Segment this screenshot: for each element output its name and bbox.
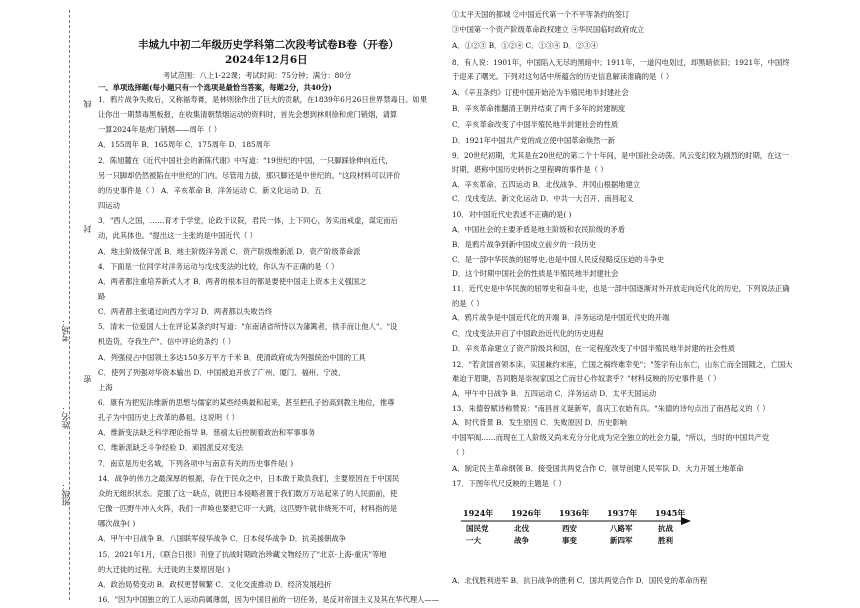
question-line: A．政治局势变动 B．政权更替频繁 C．文化交流推动 D．经济发展趋折 <box>98 579 332 589</box>
exam-title: 丰城九中初二年级历史学科第二次段考试卷B卷（开卷） <box>138 39 399 51</box>
question-line: 16．"因为中国独立的工人运动尚属薄弱，因为中国目前的一切任务，是反对帝国主义及其在华代理人—— <box>98 594 439 604</box>
question-line: B．辛亥革命推翻清王朝并结束了两千多年的封建制度 <box>452 104 626 113</box>
question-line: 动，此其体也。"提出这一主张的是中国近代（ ） <box>98 231 257 241</box>
question-line: 难迫于眉睫，吾同胞是崇视家国之亡而甘心作奴隶乎？"材料反映的历史事件是（ ） <box>452 374 721 383</box>
question-line: 14．战争的伟力之最深厚的根源，存在于民众之中，日本敢于欺负我们，主要原因在于中国民 <box>98 473 400 483</box>
question-line: 5．清末一位爱国人士在评论某条约时写道："东南诸省所恃以为藩篱者，拱手而让他人"。"设 <box>98 322 398 332</box>
question-line: A．列强侵占中国领土多达150多万平方千米 B．使清政府成为列强统治中国的工具 <box>98 352 366 362</box>
question-line: 孔子为中国历史上改革的鼻祖。这说明（ ） <box>98 413 239 423</box>
question-line: 的是（ ） <box>452 299 484 308</box>
binding-dashed-line <box>69 10 70 600</box>
question-line: （ ） <box>452 448 469 457</box>
question-line: A．鸦片战争是中国近代化的开端 B．洋务运动是中国近代史的开端 <box>452 313 670 322</box>
question-line: 1．鸦片战争失败后，又称福寿膏，是林则徐作出了巨大的贡献，在1839年6月26日世界禁毒日。如果 <box>98 95 428 104</box>
question-line: A．①②③ B．①②④ C．①③④ D．②③④ <box>452 41 598 50</box>
timeline-event: 国民党 <box>466 524 489 533</box>
timeline-event: 北伐 <box>514 524 529 533</box>
class-label: 班级： <box>61 482 70 506</box>
question-line: A．制定民主革命纲领 B．接受国共两党合作 C．领导创建人民军队 D．大力开展土地革命 <box>452 464 744 473</box>
question-line: C．两者都主张通过向西方学习 D．两者都以失败告终 <box>98 307 273 317</box>
question-line: 8．有人说：1901年，中国陷入无尽的黑暗中；1911年，一道闪电划过，却黑暗依旧；1921年，中国终 <box>452 58 790 67</box>
question-line: 15．2021年1月，《联合日报》刊登了抗战时期政治珍藏文物经历了"北京-上海-重庆"等地 <box>98 549 387 559</box>
question-line: ①太平天国的都城 ②中国近代第一个不平等条约的签订 <box>452 10 630 19</box>
timeline-event: 八路军 <box>610 524 633 533</box>
question-line: 的大迁徙的过程。大迁徙的主要原因是( ) <box>98 564 231 574</box>
question-line: C．维新派缺乏斗争经验 D．顽固派反对变法 <box>98 443 244 453</box>
question-line: C．戊戌变法开启了中国政治近代化的历史进程 <box>452 329 604 338</box>
timeline-year: 1924年 <box>463 508 494 518</box>
question-line: B．是鸦片战争到新中国成立前夕的一段历史 <box>452 240 597 249</box>
timeline-figure <box>459 508 694 554</box>
exam-date: 2024年12月6日 <box>225 54 308 66</box>
question-line: C．使列了列强对华资本输出 D．中国被迫开放了广州、厦门、福州、宁波、 <box>98 367 346 377</box>
question-line: 17．下图年代尺反映的主题是（ ） <box>452 479 566 488</box>
timeline-event: 胜利 <box>658 536 673 545</box>
question-line: 上海 <box>98 382 113 392</box>
question-line: 四运动 <box>98 201 120 211</box>
question-line: 10．对中国近代史表述不正确的是( ) <box>452 210 572 219</box>
question-line: 让你出一期禁毒黑板报，在收集清朝禁烟运动的资料时，首先会想到林则徐和虎门销烟，请算 <box>98 110 398 120</box>
question-line: 机造货，夺我生产"。信中评论的条约（ ） <box>98 337 236 347</box>
binding-mark-line: 线 <box>83 100 92 108</box>
exam-info: 考试范围：八上1-22课；考试时间：75分钟；满分：80分 <box>163 71 352 80</box>
question-line: 时期，堪称中国历史转折之里程碑的事件是（ ） <box>452 165 608 174</box>
question-line: A．地主阶级保守派 B．地主阶级洋务派 C．资产阶级维新派 D．资产阶级革命派 <box>98 246 361 256</box>
question-line: 中国军阀……而现在工人阶级又尚未充分分化成为完全独立的社会力量，"所以，当时的中国共产党 <box>452 433 770 442</box>
binding-mark-seal: 封 <box>83 225 92 233</box>
timeline-event: 战争 <box>514 536 529 545</box>
question-line: A．维新变法缺乏科学理论指导 B．慈禧太后控制着政治和军事事务 <box>98 428 316 438</box>
timeline-year: 1936年 <box>559 508 590 518</box>
timeline-event: 抗战 <box>658 524 673 533</box>
question-line: A．中国社会的主要矛盾是地主阶级和农民阶级的矛盾 <box>452 225 626 234</box>
question-line: 它像一匹野牛冲入火阵，我们一声唤也要把它吓一大跳，这匹野牛就非烧死不可，材料指的是 <box>98 504 398 514</box>
question-line: 众的无组织状态。克服了这一缺点，就把日本侵略者置于我们数万万站起来了的人民面前，使 <box>98 488 398 498</box>
question-line: 路 <box>98 291 106 301</box>
question-line: 2．陈旭麓在《近代中国社会的新陈代谢》中写道："19世纪的中国，一只脚踩徐伸向近代， <box>98 155 393 165</box>
question-line: 13．朱德曾赋诗称赞说："南昌首义诞新军，喜庆工农始有兵。"朱德的诗句点出了南昌起义的（ ） <box>452 404 770 413</box>
question-line: 一算2024年是虎门销烟——周年（ ） <box>98 125 222 135</box>
question-line: C．是一部中华民族的屈辱史,也是中国人民反侵略反压迫的斗争史 <box>452 255 665 264</box>
question-line: C．戊戌变法、新文化运动 D．中共一大召开、南昌起义 <box>452 194 634 203</box>
question-line: 7．南京是历史名城，下列各项中与南京有关的历史事件是( ) <box>98 458 294 468</box>
question-line: D．这个时期中国社会的性质是半殖民地半封建社会 <box>452 269 619 278</box>
name-label: 姓名： <box>61 405 70 429</box>
question-line: C．辛亥革命改变了中国半殖民地半封建社会的性质 <box>452 120 619 129</box>
question-line: 3．"西人之国，……育才于学堂，论政于议院，君民一体，上下同心，务实而戒虚，谋定而后 <box>98 216 398 226</box>
question-line: 9．20世纪初期，尤其是在20世纪的第二个十年间，是中国社会动荡、风云变幻较为剧烈的时期，在这一 <box>452 151 789 160</box>
question-line: D．1921年中国共产党的成立使中国革命焕然一新 <box>452 136 616 145</box>
question-line: 12．"若贪国首领本床，实国兼约末座，亡国之祸终难幸免"；"签字有山东亡，山东亡而全国随之，亡国大 <box>452 360 793 369</box>
question-line: A．《辛丑条约》订使中国开始沦为半殖民地半封建社会 <box>452 88 629 97</box>
timeline-event: 新四军 <box>610 536 633 545</box>
timeline-year: 1926年 <box>511 508 542 518</box>
question-line: D．辛亥革命建立了资产阶级共和国，在一定程度改变了中国半殖民地半封建的社会性质 <box>452 344 736 353</box>
question-line: A．时代背景 B．发生原因 C．失败原因 D．历史影响 <box>452 418 627 427</box>
timeline-event: 事变 <box>562 536 577 545</box>
timeline-event: 西安 <box>562 524 577 533</box>
exam-room-label: 考场： <box>61 318 70 342</box>
question-line: A．甲午中日战争 B．五四运动 C．洋务运动 D．太平天国运动 <box>452 389 657 398</box>
question-line: A．北伐胜利进军 B．抗日战争的胜利 C．国共两党合作 D．国民党的革命历程 <box>452 576 708 585</box>
question-line: 11．近代史是中华民族的屈辱史和奋斗史，也是一部中国逐渐对外开放走向近代化的历史，下列说法正确 <box>452 284 790 293</box>
timeline-year: 1945年 <box>655 508 686 518</box>
question-line: ③中国第一个资产阶级革命政权建立 ④华民国临时政府成立 <box>452 25 645 34</box>
timeline-event: 一大 <box>466 536 481 545</box>
question-line: 4．下面是一位同学对洋务运动与戊戌变法的比较，你认为不正确的是（ ） <box>98 261 339 271</box>
question-line: 哪次战争( ) <box>98 519 136 529</box>
question-line: A．甲午中日战争 B．八国联军侵华战争 C．日本侵华战争 D．抗美援朝战争 <box>98 534 346 544</box>
question-line: A．辛亥革命、五四运动 B．北伐战争、井冈山根据地建立 <box>452 180 641 189</box>
question-line: 另一只脚却仍然被陷在中世纪的门内。尽管用力拔，那只脚还是中世纪的。"这段材料可以评价 <box>98 170 401 180</box>
section-heading: 一、单项选择题(每小题只有一个选项是最恰当答案，每题2分，共40分) <box>98 83 332 92</box>
question-line: 的历史事件是（ ） A．辛亥革命 B．洋务运动 C．新文化运动 D．五 <box>98 185 322 195</box>
binding-mark-secret: 密 <box>83 375 92 383</box>
timeline-year: 1937年 <box>607 508 638 518</box>
question-line: A．两者都注重培养新式人才 B．两者的根本目的都是要使中国走上资本主义强国之 <box>98 276 367 286</box>
question-line: A．155周年 B．165周年 C．175周年 D．185周年 <box>98 140 271 150</box>
question-line: 于迎来了曙光。下列对这句话中所蕴含的历史信息解读准确的是（ ） <box>452 72 674 81</box>
question-line: 6．康有为把宪法维新的思想与儒家的某些经典最和起来，甚至把孔子抬高到教主地位，推尊 <box>98 398 395 407</box>
